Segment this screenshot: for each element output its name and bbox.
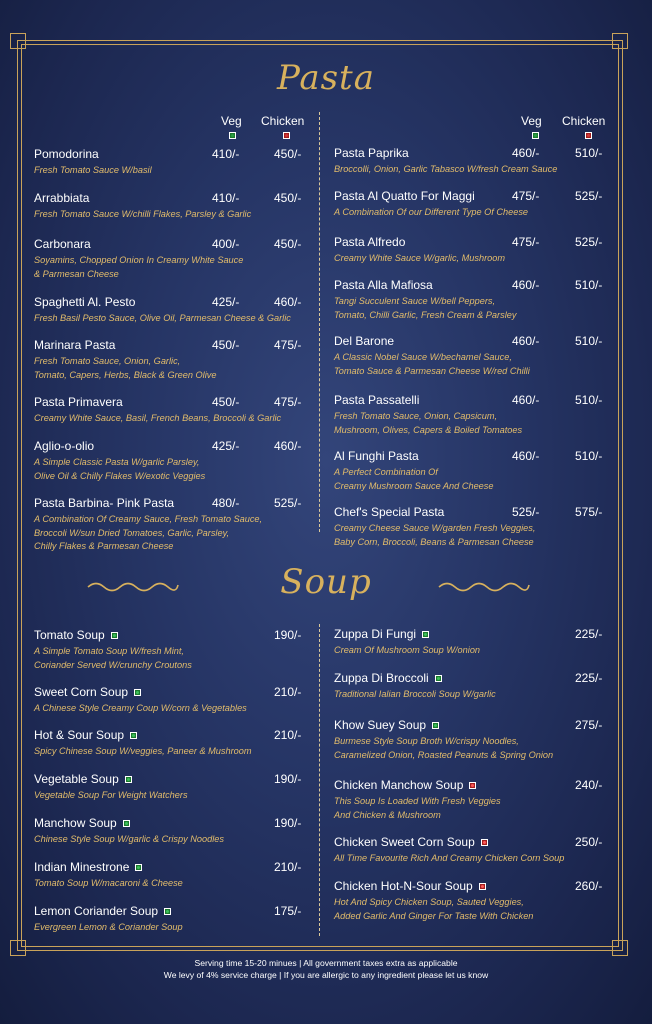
dish-name-row (334, 879, 533, 893)
veg-price: 480/- (212, 496, 240, 510)
dish-description (34, 833, 224, 847)
chicken-price: 575/- (575, 505, 603, 519)
dish-description (334, 795, 501, 822)
pasta-item (34, 147, 152, 178)
veg-price: 450/- (212, 338, 240, 352)
chicken-price: 510/- (575, 278, 603, 292)
soup-price: 225/- (575, 671, 603, 685)
soup-item (34, 772, 188, 803)
dish-name-row (34, 860, 183, 874)
pasta-item (34, 395, 281, 426)
soup-price: 210/- (274, 728, 302, 742)
soup-price: 240/- (575, 778, 603, 792)
dish-name: Indian Minestrone (34, 860, 130, 874)
dish-description-line: Creamy White Sauce, Basil, French Beans, Broccoli & Garlic (34, 413, 282, 423)
dish-name: Lemon Coriander Soup (34, 904, 159, 918)
dish-description-line: Chilly Flakes & Parmesan Cheese (34, 541, 174, 551)
pasta-item (334, 278, 516, 322)
dish-description (334, 410, 522, 437)
dish-name-row (34, 628, 192, 642)
wave-ornament-icon (437, 580, 531, 594)
dish-description-line: Tangi Succulent Sauce W/bell Peppers, (334, 296, 496, 306)
dish-description (334, 206, 528, 220)
corner-ornament (10, 33, 26, 49)
dish-description-line: Olive Oil & Chilly Flakes W/exotic Veggies (34, 470, 206, 481)
veg-price: 410/- (212, 147, 240, 161)
dish-name: Zuppa Di Broccoli (334, 671, 429, 685)
soup-item (334, 778, 501, 822)
dish-description (334, 252, 505, 266)
soup-item (34, 860, 183, 891)
dish-description (34, 412, 281, 426)
veg-marker-icon (135, 864, 142, 871)
corner-ornament (10, 940, 26, 956)
dish-description (334, 852, 564, 866)
dish-description (34, 745, 252, 759)
veg-price: 425/- (212, 439, 240, 453)
dish-description (334, 163, 557, 177)
dish-name: Marinara Pasta (34, 338, 116, 352)
dish-description-line: Vegetable Soup For Weight Watchers (34, 790, 188, 800)
pasta-item (34, 439, 205, 483)
chicken-price: 525/- (575, 235, 603, 249)
dish-name: Tomato Soup (34, 628, 105, 642)
dish-description-line: A Combination Of our Different Type Of Cheese (334, 207, 529, 217)
veg-price: 460/- (512, 146, 540, 160)
dish-name: Chicken Manchow Soup (334, 778, 464, 792)
veg-price: 525/- (512, 505, 540, 519)
corner-ornament (612, 940, 628, 956)
soup-item (334, 835, 564, 866)
dish-description-line: Soyamins, Chopped Onion In Creamy White Sauce (34, 255, 244, 265)
veg-price: 460/- (512, 334, 540, 348)
pasta-item (334, 505, 535, 549)
dish-name: Sweet Corn Soup (34, 685, 129, 699)
veg-marker-icon (134, 689, 141, 696)
pasta-item (334, 235, 505, 266)
dish-name-row (334, 627, 480, 641)
wave-ornament-icon (86, 580, 180, 594)
veg-price: 400/- (212, 237, 240, 251)
soup-item (34, 728, 252, 759)
dish-description-line: This Soup Is Loaded With Fresh Veggies (334, 796, 501, 806)
veg-column-header: Veg (521, 114, 542, 128)
dish-description-line: & Parmesan Cheese (34, 268, 119, 279)
chicken-price: 510/- (575, 334, 603, 348)
dish-description (34, 921, 183, 935)
dish-name-row (334, 835, 564, 849)
dish-description (334, 644, 480, 658)
soup-section-title: Soup (280, 562, 372, 602)
soup-price: 190/- (274, 816, 302, 830)
dish-name: Arrabbiata (34, 191, 90, 205)
chicken-column-header: Chicken (562, 114, 606, 128)
dish-description-line: A Chinese Style Creamy Coup W/corn & Vegetables (34, 703, 247, 713)
dish-description (34, 254, 243, 281)
nonveg-marker-icon (479, 883, 486, 890)
soup-item (34, 816, 224, 847)
dish-description-line: Tomato, Chilli Garlic, Fresh Cream & Parsley (334, 309, 517, 320)
chicken-price: 460/- (274, 295, 302, 309)
dish-description (334, 688, 496, 702)
veg-marker-icon (130, 732, 137, 739)
dish-description (34, 164, 152, 178)
soup-item (334, 671, 496, 702)
dish-description-line: A Perfect Combination Of (334, 467, 438, 477)
dish-description-line: Broccolli, Onion, Garlic Tabasco W/fresh Cream Sauce (334, 164, 558, 174)
dish-description-line: A Simple Tomato Soup W/fresh Mint, (34, 646, 184, 656)
dish-description (334, 896, 533, 923)
soup-price: 250/- (575, 835, 603, 849)
chicken-price: 525/- (575, 189, 603, 203)
dish-name: Khow Suey Soup (334, 718, 427, 732)
dish-description-line: All Time Favourite Rich And Creamy Chicken Corn Soup (334, 853, 565, 863)
soup-item (34, 685, 247, 716)
dish-description-line: Broccoli W/sun Dried Tomatoes, Garlic, Parsley, (34, 527, 230, 538)
soup-price: 275/- (575, 718, 603, 732)
veg-marker-icon (164, 908, 171, 915)
dish-description-line: Hot And Spicy Chicken Soup, Sauted Veggies, (334, 897, 524, 907)
pasta-section-title: Pasta (276, 58, 375, 98)
soup-column-divider (319, 624, 320, 936)
chicken-price: 475/- (274, 395, 302, 409)
dish-description-line: Tomato Sauce & Parmesan Cheese W/red Chilli (334, 365, 530, 376)
dish-name-row (34, 904, 183, 918)
soup-item (334, 627, 480, 658)
dish-name: Pasta Alla Mafiosa (334, 278, 433, 292)
dish-description-line: Spicy Chinese Soup W/veggies, Paneer & Mushroom (34, 746, 252, 756)
veg-price: 450/- (212, 395, 240, 409)
dish-name: Pasta Primavera (34, 395, 123, 409)
dish-description-line: Baby Corn, Broccoli, Beans & Parmesan Cheese (334, 536, 534, 547)
chicken-price: 450/- (274, 147, 302, 161)
dish-description (34, 355, 216, 382)
dish-description (334, 295, 516, 322)
dish-description-line: Fresh Tomato Sauce, Onion, Garlic, (34, 356, 181, 366)
dish-description-line: Fresh Tomato Sauce W/basil (34, 165, 152, 175)
pasta-item (334, 449, 494, 493)
pasta-item (334, 393, 522, 437)
dish-name: Manchow Soup (34, 816, 117, 830)
dish-name-row (334, 718, 553, 732)
dish-description-line: A Classic Nobel Sauce W/bechamel Sauce, (334, 352, 512, 362)
nonveg-marker-icon (283, 132, 290, 139)
dish-description-line: Traditional Ialian Broccoli Soup W/garlic (334, 689, 496, 699)
chicken-price: 525/- (274, 496, 302, 510)
dish-description-line: Mushroom, Olives, Capers & Boiled Tomatoes (334, 424, 523, 435)
dish-description (34, 208, 251, 222)
soup-item (34, 904, 183, 935)
pasta-column-divider (319, 112, 320, 532)
chicken-price: 450/- (274, 191, 302, 205)
dish-description-line: Cream Of Mushroom Soup W/onion (334, 645, 481, 655)
dish-description-line: Caramelized Onion, Roasted Peanuts & Spring Onion (334, 749, 554, 760)
soup-price: 260/- (575, 879, 603, 893)
veg-marker-icon (229, 132, 236, 139)
dish-description (334, 735, 553, 762)
dish-description (34, 312, 291, 326)
veg-marker-icon (432, 722, 439, 729)
chicken-price: 510/- (575, 393, 603, 407)
dish-name: Chef's Special Pasta (334, 505, 445, 519)
dish-name: Spaghetti Al. Pesto (34, 295, 136, 309)
dish-description-line: Coriander Served W/crunchy Croutons (34, 659, 192, 670)
veg-marker-icon (125, 776, 132, 783)
chicken-price: 510/- (575, 449, 603, 463)
dish-description-line: Tomato Soup W/macaroni & Cheese (34, 878, 183, 888)
veg-price: 475/- (512, 189, 540, 203)
footer-note-2: We levy of 4% service charge | If you are allergic to any ingredient please let us know (163, 970, 489, 980)
veg-marker-icon (435, 675, 442, 682)
nonveg-marker-icon (481, 839, 488, 846)
dish-description-line: A Simple Classic Pasta W/garlic Parsley, (34, 457, 200, 467)
chicken-price: 475/- (274, 338, 302, 352)
dish-description (34, 877, 183, 891)
soup-price: 175/- (274, 904, 302, 918)
chicken-column-header: Chicken (261, 114, 305, 128)
dish-description-line: A Combination Of Creamy Sauce, Fresh Tomato Sauce, (34, 514, 263, 524)
dish-description-line: Tomato, Capers, Herbs, Black & Green Olive (34, 369, 217, 380)
dish-name-row (34, 816, 224, 830)
dish-name-row (334, 671, 496, 685)
soup-price: 190/- (274, 772, 302, 786)
dish-name-row (334, 778, 501, 792)
nonveg-marker-icon (585, 132, 592, 139)
pasta-item (334, 189, 528, 220)
dish-name: Pomodorina (34, 147, 99, 161)
dish-name-row (34, 728, 252, 742)
corner-ornament (612, 33, 628, 49)
dish-description (34, 702, 247, 716)
dish-description-line: Fresh Tomato Sauce W/chilli Flakes, Parsley & Garlic (34, 209, 252, 219)
soup-item (334, 718, 553, 762)
dish-description-line: Chinese Style Soup W/garlic & Crispy Noodles (34, 834, 224, 844)
veg-marker-icon (422, 631, 429, 638)
veg-price: 425/- (212, 295, 240, 309)
dish-description-line: Creamy Cheese Sauce W/garden Fresh Veggies, (334, 523, 536, 533)
chicken-price: 510/- (575, 146, 603, 160)
veg-marker-icon (123, 820, 130, 827)
pasta-item (34, 338, 216, 382)
dish-description-line: Fresh Tomato Sauce, Onion, Capsicum, (334, 411, 498, 421)
veg-price: 460/- (512, 278, 540, 292)
nonveg-marker-icon (469, 782, 476, 789)
soup-item (34, 628, 192, 672)
dish-description (34, 645, 192, 672)
soup-price: 210/- (274, 685, 302, 699)
dish-description (334, 522, 535, 549)
dish-description-line: Evergreen Lemon & Coriander Soup (34, 922, 183, 932)
dish-name-row (34, 772, 188, 786)
dish-name: Pasta Paprika (334, 146, 409, 160)
dish-name: Chicken Sweet Corn Soup (334, 835, 475, 849)
dish-description (34, 789, 188, 803)
dish-description (34, 513, 262, 554)
dish-name: Pasta Passatelli (334, 393, 420, 407)
dish-description-line: Burmese Style Soup Broth W/crispy Noodles, (334, 736, 519, 746)
dish-name: Pasta Al Quatto For Maggi (334, 189, 475, 203)
dish-description-line: Creamy Mushroom Sauce And Cheese (334, 480, 494, 491)
pasta-item (334, 334, 530, 378)
dish-description-line: Creamy White Sauce W/garlic, Mushroom (334, 253, 506, 263)
dish-description (334, 351, 530, 378)
soup-price: 190/- (274, 628, 302, 642)
dish-description-line: Added Garlic And Ginger For Taste With Chicken (334, 910, 534, 921)
veg-marker-icon (532, 132, 539, 139)
footer-note-1: Serving time 15-20 minues | All government taxes extra as applicable (194, 958, 458, 968)
veg-price: 475/- (512, 235, 540, 249)
dish-name: Zuppa Di Fungi (334, 627, 417, 641)
dish-name-row (34, 685, 247, 699)
dish-name: Del Barone (334, 334, 395, 348)
pasta-item (34, 295, 291, 326)
chicken-price: 460/- (274, 439, 302, 453)
dish-description-line: And Chicken & Mushroom (334, 809, 441, 820)
veg-price: 460/- (512, 449, 540, 463)
dish-name: Vegetable Soup (34, 772, 119, 786)
dish-name: Carbonara (34, 237, 91, 251)
dish-description (334, 466, 494, 493)
dish-name: Aglio-o-olio (34, 439, 95, 453)
dish-name: Al Funghi Pasta (334, 449, 419, 463)
soup-price: 210/- (274, 860, 302, 874)
dish-name: Chicken Hot-N-Sour Soup (334, 879, 473, 893)
veg-price: 460/- (512, 393, 540, 407)
dish-description-line: Fresh Basil Pesto Sauce, Olive Oil, Parmesan Cheese & Garlic (34, 313, 291, 323)
dish-name: Pasta Alfredo (334, 235, 406, 249)
veg-price: 410/- (212, 191, 240, 205)
soup-item (334, 879, 533, 923)
soup-price: 225/- (575, 627, 603, 641)
dish-name: Hot & Sour Soup (34, 728, 125, 742)
veg-column-header: Veg (221, 114, 242, 128)
dish-name: Pasta Barbina- Pink Pasta (34, 496, 175, 510)
chicken-price: 450/- (274, 237, 302, 251)
veg-marker-icon (111, 632, 118, 639)
dish-description (34, 456, 205, 483)
